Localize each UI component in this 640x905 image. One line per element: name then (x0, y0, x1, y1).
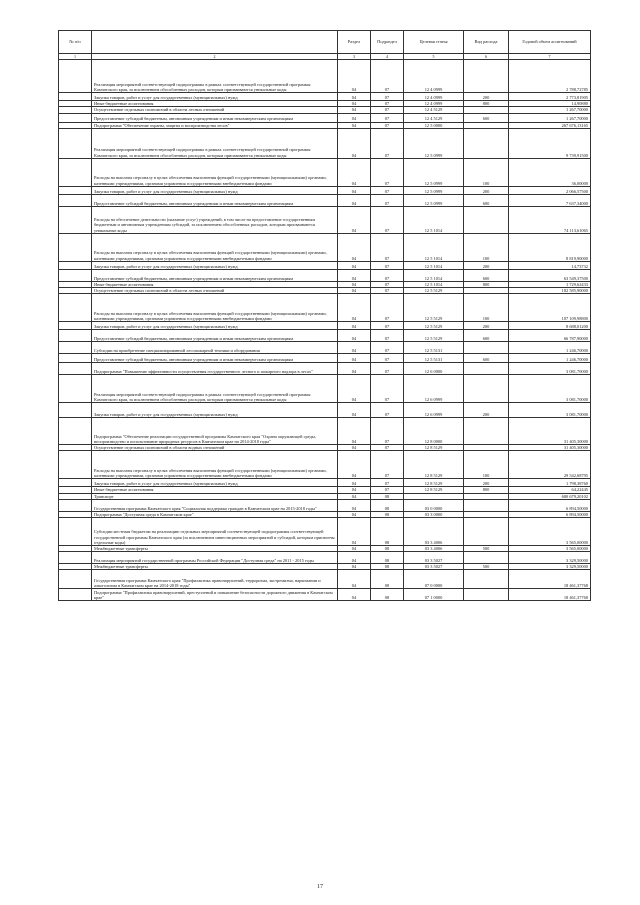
row-expense-type: 200 (464, 479, 509, 487)
row-target-article: 03 3 4006 (404, 518, 464, 546)
row-podrazdel: 07 (371, 261, 404, 269)
row-target-article: 12 6 0999 (404, 375, 464, 403)
row-name: Закупка товаров, работ и услуг для государственных (муниципальных) нужд (92, 186, 338, 194)
row-num (59, 363, 92, 375)
table-row (59, 375, 591, 403)
row-target-article: 12 5 0000 (404, 122, 464, 128)
row-sum: 6 894,50000 (509, 511, 591, 517)
row-sum: 2 773,81905 (509, 93, 591, 101)
row-sum: 3 565,00000 (509, 546, 591, 552)
row-razdel: 04 (338, 589, 371, 601)
col-index: 5 (404, 54, 464, 60)
row-razdel: 04 (338, 418, 371, 445)
row-target-article: 12 5 1014 (404, 206, 464, 233)
row-name: Осуществление отдельных полномочий в области лесных отношений (92, 107, 338, 113)
row-num (59, 93, 92, 101)
row-target-article: 03 0 0000 (404, 499, 464, 511)
header-expense-type: Вид расхода (464, 31, 509, 54)
col-index: 7 (509, 54, 591, 60)
row-razdel: 04 (338, 281, 371, 287)
table-row (59, 451, 591, 479)
row-num (59, 589, 92, 601)
row-podrazdel: 07 (371, 233, 404, 261)
row-expense-type: 500 (464, 564, 509, 570)
row-num (59, 113, 92, 122)
row-num (59, 269, 92, 281)
row-razdel: 04 (338, 499, 371, 511)
row-name: Расходы на выплаты персоналу в целях обеспечения выполнения функций государственными (муниципальными) органами, казенными учреждениями, органами управления государственными внебюджетными фондами (92, 294, 338, 322)
row-name: Закупка товаров, работ и услуг для государственных (муниципальных) нужд (92, 261, 338, 269)
row-target-article: 12 8 5129 (404, 451, 464, 479)
row-razdel: 04 (338, 487, 371, 493)
table-row (59, 194, 591, 206)
row-name: Реализация мероприятий государственной программы Российской Федерации "Доступная среда" на 2011 - 2015 годы (92, 552, 338, 564)
row-name: Иные бюджетные ассигнования (92, 281, 338, 287)
row-sum: 267 676,13165 (509, 122, 591, 128)
row-podrazdel: 07 (371, 113, 404, 122)
header-name (92, 31, 338, 54)
table-body (59, 60, 591, 601)
row-name: Предоставление субсидий бюджетным, автономным учреждениям и иным некоммерческим организациям (92, 269, 338, 281)
row-name: Осуществление отдельных полномочий в области лесных отношений (92, 288, 338, 294)
row-razdel: 04 (338, 101, 371, 107)
row-podrazdel: 07 (371, 122, 404, 128)
table-row (59, 322, 591, 330)
row-razdel: 04 (338, 269, 371, 281)
row-expense-type: 100 (464, 451, 509, 479)
row-razdel: 04 (338, 564, 371, 570)
row-podrazdel: 07 (371, 354, 404, 363)
row-name: Государственная программа Камчатского края "Профилактика правонарушений, терроризма, экстремизма, наркомании и алкоголизма в Камчатском крае на 2014-2018 годы" (92, 570, 338, 589)
row-target-article: 12 5 0999 (404, 194, 464, 206)
row-target-article: 12 5 1014 (404, 269, 464, 281)
table-row (59, 330, 591, 342)
row-razdel: 04 (338, 518, 371, 546)
row-name: Подпрограмма "Обеспечение охраны, защиты и воспроизводства лесов" (92, 122, 338, 128)
col-index: 3 (338, 54, 371, 60)
row-name: Расходы на выплаты персоналу в целях обеспечения выполнения функций государственными (муниципальными) органами, казенными учреждениями, органами управления государственными внебюджетными фондами (92, 233, 338, 261)
row-target-article: 12 5 5129 (404, 294, 464, 322)
col-index: 1 (59, 54, 92, 60)
header-num: № п/п (59, 31, 92, 54)
row-target-article: 12 4 0999 (404, 60, 464, 93)
row-razdel: 04 (338, 113, 371, 122)
row-razdel: 04 (338, 261, 371, 269)
row-name: Закупка товаров, работ и услуг для государственных (муниципальных) нужд (92, 479, 338, 487)
row-name: Государственная программа Камчатского края "Социальная поддержка граждан в Камчатском крае на 2015-2018 годы" (92, 499, 338, 511)
table-row (59, 261, 591, 269)
row-razdel: 04 (338, 60, 371, 93)
row-target-article: 12 6 0999 (404, 403, 464, 418)
row-podrazdel: 08 (371, 518, 404, 546)
row-target-article: 12 4 5129 (404, 107, 464, 113)
table-row (59, 93, 591, 101)
table-row (59, 589, 591, 601)
row-sum: 1 246,70000 (509, 342, 591, 354)
row-sum: 64,22445 (509, 487, 591, 493)
row-razdel: 04 (338, 363, 371, 375)
row-podrazdel: 08 (371, 511, 404, 517)
row-expense-type: 100 (464, 158, 509, 186)
table-row (59, 418, 591, 445)
row-name: Подпрограмма "Повышение эффективности осуществления государственного лесного и пожарного надзора в лесах" (92, 363, 338, 375)
row-name: Подпрограмма "Обеспечение реализации государственной программы Камчатского края "Охрана окружающей среды, воспроизводство и использование природных ресурсов в Камчатском крае на 2014-2018 годы" (92, 418, 338, 445)
table-row (59, 60, 591, 93)
table-row (59, 499, 591, 511)
row-name: Предоставление субсидий бюджетным, автономным учреждениям и иным некоммерческим организациям (92, 354, 338, 363)
col-index: 2 (92, 54, 338, 60)
row-podrazdel: 07 (371, 330, 404, 342)
row-sum: 3 329,50000 (509, 564, 591, 570)
table-header-row (59, 31, 591, 54)
row-sum: 1 267,70000 (509, 113, 591, 122)
row-podrazdel: 08 (371, 546, 404, 552)
row-expense-type: 800 (464, 101, 509, 107)
row-razdel: 04 (338, 330, 371, 342)
row-sum: 63 549,37500 (509, 269, 591, 281)
table-row (59, 158, 591, 186)
row-razdel: 04 (338, 403, 371, 418)
row-sum: 3 081,70000 (509, 375, 591, 403)
row-sum: 1 246,70000 (509, 354, 591, 363)
row-sum: 1 267,70000 (509, 107, 591, 113)
table-row (59, 403, 591, 418)
row-expense-type (464, 342, 509, 354)
row-expense-type: 100 (464, 294, 509, 322)
row-expense-type: 200 (464, 93, 509, 101)
row-target-article: 12 8 5129 (404, 487, 464, 493)
row-num (59, 261, 92, 269)
row-num (59, 479, 92, 487)
row-podrazdel: 07 (371, 60, 404, 93)
row-target-article: 12 5 0999 (404, 186, 464, 194)
row-sum: 18 461,37768 (509, 589, 591, 601)
row-razdel: 04 (338, 570, 371, 589)
row-podrazdel: 07 (371, 322, 404, 330)
row-num (59, 418, 92, 445)
table-row (59, 342, 591, 354)
row-name: Иные бюджетные ассигнования (92, 487, 338, 493)
row-target-article: 12 5 0999 (404, 158, 464, 186)
row-name: Расходы на выплаты персоналу в целях обеспечения выполнения функций государственными (муниципальными) органами, казенными учреждениями, органами управления государственными внебюджетными фондами (92, 451, 338, 479)
row-podrazdel: 07 (371, 479, 404, 487)
row-razdel: 04 (338, 93, 371, 101)
header-razdel: Раздел (338, 31, 371, 54)
row-podrazdel: 07 (371, 93, 404, 101)
row-razdel: 04 (338, 288, 371, 294)
row-name: Подпрограмма "Профилактика правонарушений, преступлений и повышение безопасности дорожного движения в Камчатском крае" (92, 589, 338, 601)
row-name: Закупка товаров, работ и услуг для государственных (муниципальных) нужд (92, 322, 338, 330)
budget-table-sheet (58, 30, 590, 601)
row-podrazdel: 07 (371, 375, 404, 403)
row-target-article: 12 8 0000 (404, 418, 464, 445)
row-name: Субсидии местным бюджетам на реализацию отдельных мероприятий соответствующей подпрограммы соответствующей государственной программы Камчатского края (за исключением инвестиционных мероприятий и субсидий, которым присвоены отдельные коды) (92, 518, 338, 546)
row-target-article: 03 3 5027 (404, 552, 464, 564)
row-sum: 1 798,38760 (509, 479, 591, 487)
row-name: Закупка товаров, работ и услуг для государственных (муниципальных) нужд (92, 403, 338, 418)
row-name: Предоставление субсидий бюджетным, автономным учреждениям и иным некоммерческим организациям (92, 194, 338, 206)
row-podrazdel: 08 (371, 589, 404, 601)
row-podrazdel: 08 (371, 570, 404, 589)
row-sum: 36,00000 (509, 158, 591, 186)
table-row (59, 233, 591, 261)
row-num (59, 294, 92, 322)
row-razdel: 04 (338, 233, 371, 261)
table-row (59, 294, 591, 322)
row-name: Транспорт (92, 493, 338, 499)
row-num (59, 322, 92, 330)
row-podrazdel: 07 (371, 128, 404, 158)
table-row (59, 479, 591, 487)
row-num (59, 233, 92, 261)
row-target-article: 12 5 5129 (404, 330, 464, 342)
row-sum: 182 585,90000 (509, 288, 591, 294)
row-razdel: 04 (338, 451, 371, 479)
row-sum: 18 461,37768 (509, 570, 591, 589)
row-sum: 7 637,34000 (509, 194, 591, 206)
row-num (59, 342, 92, 354)
table-row (59, 552, 591, 564)
row-sum: 2 788,72785 (509, 60, 591, 93)
row-target-article: 12 4 0999 (404, 93, 464, 101)
row-expense-type: 800 (464, 487, 509, 493)
table-row (59, 206, 591, 233)
row-expense-type: 100 (464, 233, 509, 261)
header-target-article: Целевая статья (404, 31, 464, 54)
row-expense-type (464, 363, 509, 375)
row-podrazdel: 07 (371, 101, 404, 107)
row-expense-type: 600 (464, 194, 509, 206)
row-expense-type: 500 (464, 546, 509, 552)
row-podrazdel: 07 (371, 194, 404, 206)
row-num (59, 186, 92, 194)
row-razdel: 04 (338, 375, 371, 403)
row-sum: 8 819,90000 (509, 233, 591, 261)
row-num (59, 194, 92, 206)
table-row (59, 186, 591, 194)
row-sum: 680 679,20102 (509, 493, 591, 499)
row-podrazdel: 08 (371, 499, 404, 511)
row-name: Предоставление субсидий бюджетным, автономным учреждениям и иным некоммерческим организациям (92, 113, 338, 122)
row-target-article: 12 8 5129 (404, 445, 464, 451)
row-sum: 107 109,98800 (509, 294, 591, 322)
row-name: Иные бюджетные ассигнования (92, 101, 338, 107)
row-target-article: 07 0 0000 (404, 570, 464, 589)
row-podrazdel: 07 (371, 403, 404, 418)
row-podrazdel: 07 (371, 281, 404, 287)
row-name: Осуществление отдельных полномочий в области водных отношений (92, 445, 338, 451)
row-target-article: 12 4 5129 (404, 113, 464, 122)
row-target-article: 12 6 0000 (404, 363, 464, 375)
row-sum: 6 894,50000 (509, 499, 591, 511)
row-expense-type: 200 (464, 403, 509, 418)
row-num (59, 570, 92, 589)
table-row (59, 518, 591, 546)
row-razdel: 04 (338, 206, 371, 233)
row-target-article: 12 4 0999 (404, 101, 464, 107)
row-razdel: 04 (338, 479, 371, 487)
table-row (59, 570, 591, 589)
col-index: 6 (464, 54, 509, 60)
row-expense-type (464, 418, 509, 445)
row-target-article: 03 3 5027 (404, 564, 464, 570)
row-expense-type (464, 375, 509, 403)
row-num (59, 552, 92, 564)
row-expense-type (464, 570, 509, 589)
row-num (59, 451, 92, 479)
row-expense-type: 800 (464, 281, 509, 287)
row-name: Реализация мероприятий соответствующей подпрограммы в рамках соответствующей государственной программы Камчатского края, за исключением обособленных расходов, которым присваиваются уникальные коды (92, 60, 338, 93)
row-target-article: 12 5 1014 (404, 233, 464, 261)
row-expense-type (464, 206, 509, 233)
row-num (59, 375, 92, 403)
row-razdel: 04 (338, 158, 371, 186)
row-sum: 74 113,61065 (509, 206, 591, 233)
row-podrazdel: 07 (371, 445, 404, 451)
row-sum: 14,90880 (509, 101, 591, 107)
row-target-article: 12 5 5131 (404, 354, 464, 363)
row-sum: 2 066,57500 (509, 186, 591, 194)
row-podrazdel: 07 (371, 288, 404, 294)
row-razdel: 04 (338, 128, 371, 158)
row-podrazdel: 07 (371, 294, 404, 322)
row-razdel: 04 (338, 552, 371, 564)
row-expense-type (464, 589, 509, 601)
row-num (59, 354, 92, 363)
row-num (59, 128, 92, 158)
table-row (59, 269, 591, 281)
row-expense-type (464, 499, 509, 511)
row-razdel: 04 (338, 294, 371, 322)
row-expense-type: 600 (464, 113, 509, 122)
table-row (59, 128, 591, 158)
budget-table (58, 30, 591, 601)
row-sum: 3 329,50000 (509, 552, 591, 564)
row-sum: 66 787,90000 (509, 330, 591, 342)
row-target-article: 12 5 5129 (404, 322, 464, 330)
table-row (59, 354, 591, 363)
row-podrazdel: 07 (371, 269, 404, 281)
row-razdel: 04 (338, 445, 371, 451)
row-razdel: 04 (338, 354, 371, 363)
row-target-article: 12 5 5129 (404, 288, 464, 294)
row-name: Реализация мероприятий соответствующей подпрограммы в рамках соответствующей государственной программы Камчатского края, за исключением обособленных расходов, которым присваиваются уникальные коды (92, 128, 338, 158)
row-razdel: 04 (338, 546, 371, 552)
row-expense-type: 600 (464, 330, 509, 342)
row-num (59, 499, 92, 511)
header-podrazdel: Подраздел (371, 31, 404, 54)
row-podrazdel: 07 (371, 342, 404, 354)
row-expense-type: 200 (464, 261, 509, 269)
row-target-article: 07 1 0000 (404, 589, 464, 601)
row-expense-type (464, 128, 509, 158)
row-target-article: 03 3 0000 (404, 511, 464, 517)
row-sum: 31 405,30000 (509, 418, 591, 445)
row-name: Реализация мероприятий соответствующей подпрограммы в рамках соответствующей государственной программы Камчатского края, за исключением обособленных расходов, которым присваиваются уникальные коды (92, 375, 338, 403)
row-expense-type: 200 (464, 322, 509, 330)
row-sum: 14,73732 (509, 261, 591, 269)
row-name: Субсидии на приобретение специализированной лесопожарной техники и оборудования (92, 342, 338, 354)
row-podrazdel: 07 (371, 487, 404, 493)
row-target-article: 12 5 5131 (404, 342, 464, 354)
row-sum: 9 739,91500 (509, 128, 591, 158)
table-row (59, 113, 591, 122)
row-razdel: 04 (338, 493, 371, 499)
row-expense-type: 600 (464, 269, 509, 281)
row-target-article: 03 3 4006 (404, 546, 464, 552)
row-podrazdel: 07 (371, 107, 404, 113)
row-podrazdel: 07 (371, 451, 404, 479)
row-num (59, 403, 92, 418)
row-razdel: 04 (338, 511, 371, 517)
row-expense-type (464, 518, 509, 546)
header-annual-volume: Годовой объем ассигнований (509, 31, 591, 54)
row-expense-type: 200 (464, 186, 509, 194)
row-podrazdel: 07 (371, 418, 404, 445)
row-sum: 1 729,62433 (509, 281, 591, 287)
row-name: Закупка товаров, работ и услуг для государственных (муниципальных) нужд (92, 93, 338, 101)
row-num (59, 60, 92, 93)
row-target-article: 12 5 0999 (404, 128, 464, 158)
row-podrazdel: 08 (371, 552, 404, 564)
row-name: Расходы на обеспечение деятельности (оказание услуг) учреждений, в том числе на предоставление государственным бюджетным и автономным учреждениям субсидий, за исключением обособленных расходов, которым присваиваются уникальные коды (92, 206, 338, 233)
col-index: 4 (371, 54, 404, 60)
row-name: Расходы на выплаты персоналу в целях обеспечения выполнения функций государственными (муниципальными) органами, казенными учреждениями, органами управления государственными внебюджетными фондами (92, 158, 338, 186)
row-sum: 8 688,01200 (509, 322, 591, 330)
row-razdel: 04 (338, 107, 371, 113)
row-num (59, 158, 92, 186)
row-name: Подпрограмма "Доступная среда в Камчатском крае" (92, 511, 338, 517)
row-sum: 3 081,70000 (509, 403, 591, 418)
row-num (59, 206, 92, 233)
row-sum: 29 542,68795 (509, 451, 591, 479)
row-podrazdel: 08 (371, 493, 404, 499)
row-sum: 3 081,70000 (509, 363, 591, 375)
table-row (59, 363, 591, 375)
row-razdel: 04 (338, 186, 371, 194)
row-podrazdel: 07 (371, 158, 404, 186)
row-expense-type: 600 (464, 354, 509, 363)
row-podrazdel: 07 (371, 186, 404, 194)
row-target-article: 12 5 1014 (404, 281, 464, 287)
row-num (59, 518, 92, 546)
row-sum: 3 565,00000 (509, 518, 591, 546)
row-expense-type (464, 60, 509, 93)
row-razdel: 04 (338, 322, 371, 330)
row-sum: 31 405,30000 (509, 445, 591, 451)
row-name: Межбюджетные трансферты (92, 546, 338, 552)
row-expense-type (464, 552, 509, 564)
row-razdel: 04 (338, 122, 371, 128)
row-podrazdel: 07 (371, 206, 404, 233)
row-razdel: 04 (338, 194, 371, 206)
row-razdel: 04 (338, 342, 371, 354)
row-name: Межбюджетные трансферты (92, 564, 338, 570)
row-target-article: 12 5 1014 (404, 261, 464, 269)
row-podrazdel: 08 (371, 564, 404, 570)
page-number: 17 (317, 884, 323, 890)
row-num (59, 330, 92, 342)
row-podrazdel: 07 (371, 363, 404, 375)
row-target-article: 12 8 5129 (404, 479, 464, 487)
row-name: Предоставление субсидий бюджетным, автономным учреждениям и иным некоммерческим организациям (92, 330, 338, 342)
